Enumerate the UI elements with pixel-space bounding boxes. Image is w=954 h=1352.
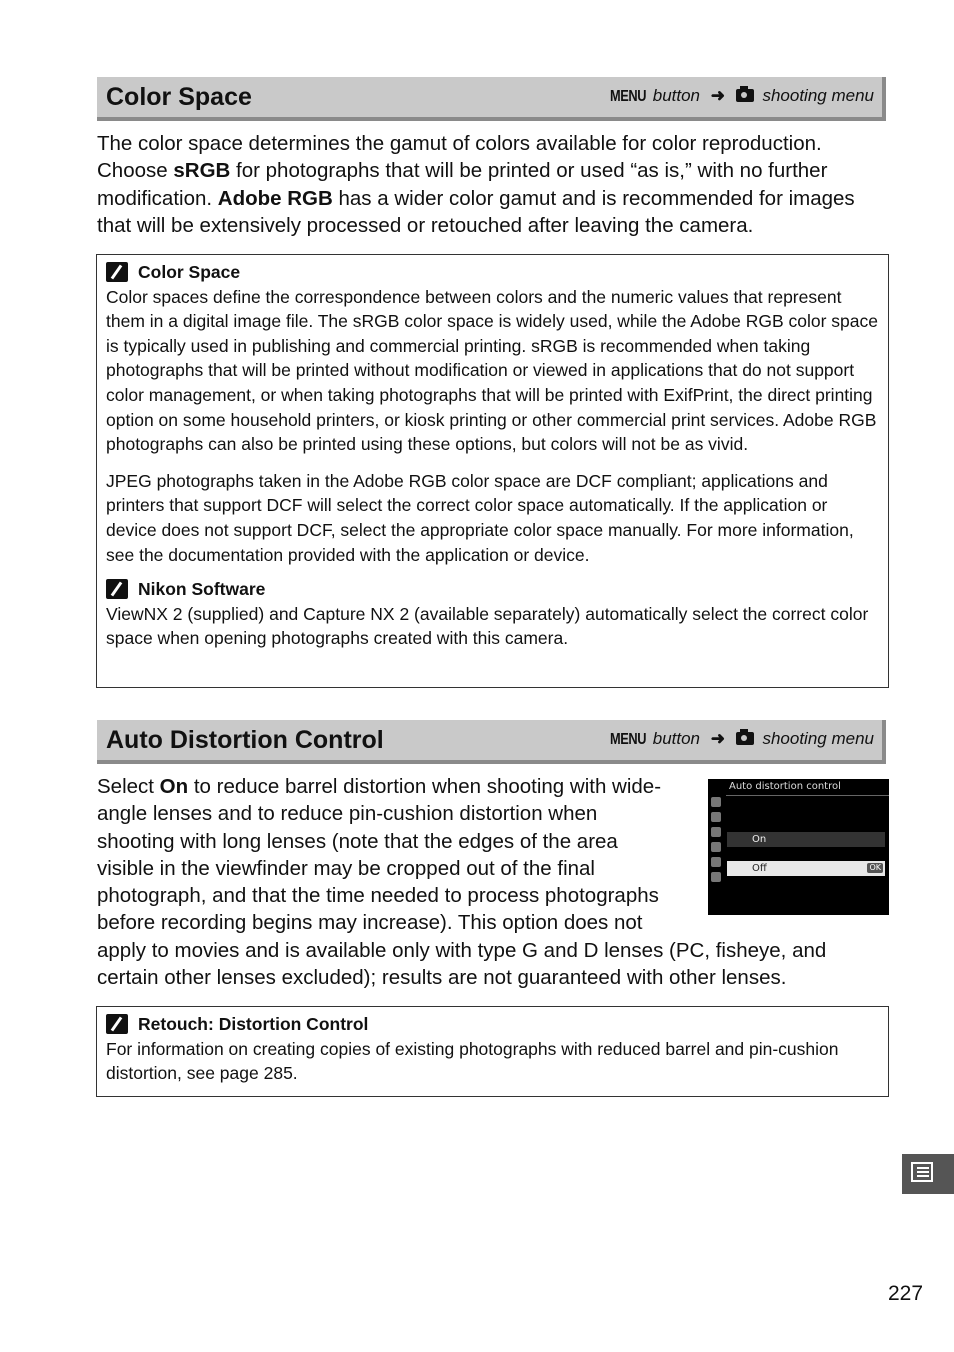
note-pencil-icon bbox=[106, 579, 128, 599]
intro-text: The color space determines the gamut of colors available for color reproduction. Choose bbox=[97, 132, 822, 183]
intro-text: for photographs that will be printed or used “as is,” with no further modification. bbox=[97, 159, 828, 210]
note-box-color-space bbox=[96, 254, 889, 688]
menu-list-icon bbox=[911, 1162, 933, 1182]
section-header-auto-distortion bbox=[97, 720, 886, 764]
section-title: Color Space bbox=[106, 83, 252, 111]
arrow-icon: ➜ bbox=[710, 729, 725, 748]
text-line: apply to movies and is available only with type G and D lenses (PC, fisheye, and bbox=[97, 938, 827, 962]
note-pencil-icon bbox=[106, 1014, 128, 1034]
intro-bold-adobergb: Adobe RGB bbox=[217, 186, 333, 210]
text-line: before recording begins may increase). This option does not bbox=[97, 911, 643, 935]
note-heading-text: Color Space bbox=[138, 262, 241, 282]
note-paragraph: ViewNX 2 (supplied) and Capture NX 2 (available separately) automatically select the correct color space when opening photographs created with this camera. bbox=[106, 603, 869, 649]
text-line: angle lenses and to reduce pin-cushion distortion when bbox=[97, 802, 598, 826]
text-part: to reduce barrel distortion when shooting with wide- bbox=[188, 775, 662, 798]
section-header-color-space bbox=[97, 77, 886, 121]
note-heading bbox=[106, 260, 879, 285]
menu-button-label: MENU bbox=[609, 88, 647, 105]
arrow-icon: ➜ bbox=[710, 86, 725, 105]
note-heading-text: Retouch: Distortion Control bbox=[138, 1014, 369, 1034]
note-paragraph: Color spaces define the correspondence between colors and the numeric values that represent them in a digital image file. The sRGB color space is widely used, while the Adobe RGB color space is typically used in publishing and commercial printing. sRGB is recommended when taking photographs that will be printed without modification or viewed in applications that do not support color management, or when taking photographs that will be printed with ExifPrint, the direct printing option on some household printers, or kiosk printing or other commercial print services. Adobe RGB photographs can also be printed using these options, but colors will not be as vivid. bbox=[106, 286, 879, 455]
retouch-tab-icon bbox=[711, 857, 721, 867]
note-pencil-icon bbox=[106, 262, 128, 282]
menu-button-label: MENU bbox=[609, 731, 647, 748]
path-menu-text: shooting menu bbox=[762, 729, 874, 748]
text-part: Select bbox=[97, 775, 160, 798]
intro-bold-srgb: sRGB bbox=[173, 159, 231, 183]
note-heading-text: Nikon Software bbox=[138, 579, 266, 600]
color-space-intro bbox=[97, 130, 889, 239]
note-heading bbox=[106, 1012, 879, 1037]
note-heading bbox=[106, 577, 879, 602]
camera-icon bbox=[736, 732, 754, 745]
path-button-text: button bbox=[652, 729, 701, 748]
camera-icon bbox=[736, 89, 754, 102]
setup-tab-icon bbox=[711, 842, 721, 852]
note-paragraph: For information on creating copies of existing photographs with reduced barrel and pin-cushion distortion, see page 285. bbox=[106, 1038, 839, 1084]
my-menu-tab-icon bbox=[711, 872, 721, 882]
menu-path bbox=[601, 85, 874, 108]
path-button-text: button bbox=[652, 86, 701, 105]
lcd-divider bbox=[726, 795, 889, 796]
text-line: visible in the viewfinder may be cropped out of the final bbox=[97, 856, 595, 880]
lcd-option-on: On bbox=[727, 832, 885, 847]
camera-menu-screenshot bbox=[708, 779, 889, 915]
page-number: 227 bbox=[888, 1282, 924, 1305]
note-box-retouch bbox=[96, 1006, 889, 1097]
menu-path bbox=[601, 728, 874, 751]
lcd-menu-tabs bbox=[711, 797, 723, 887]
lcd-option-off-label: Off bbox=[752, 863, 767, 874]
lcd-option-off bbox=[727, 861, 885, 876]
note-paragraph: JPEG photographs taken in the Adobe RGB color space are DCF compliant; applications and printers that support DCF will select the correct color space automatically. If the application or device does not support DCF, select the appropriate color space manually. For more information, see the documentation provided with the application or device. bbox=[106, 470, 854, 565]
text-line: photograph, and that the time needed to process photographs bbox=[97, 884, 659, 908]
menu-guide-tab-icon bbox=[902, 1154, 954, 1194]
playback-tab-icon bbox=[711, 797, 721, 807]
text-line: shooting with long lenses (note that the edges of the area bbox=[97, 829, 618, 853]
lcd-title: Auto distortion control bbox=[729, 781, 841, 792]
shooting-tab-icon bbox=[711, 812, 721, 822]
bold-on: On bbox=[159, 775, 189, 798]
intro-text: has a wider color gamut and is recommended for images that will be extensively processed or retouched after leaving the camera. bbox=[97, 186, 855, 237]
section-title: Auto Distortion Control bbox=[106, 726, 384, 754]
text-line: certain other lenses excluded); results are not guaranteed with other lenses. bbox=[97, 966, 787, 990]
path-menu-text: shooting menu bbox=[762, 86, 874, 105]
custom-settings-tab-icon bbox=[711, 827, 721, 837]
ok-icon: OK bbox=[869, 863, 881, 872]
